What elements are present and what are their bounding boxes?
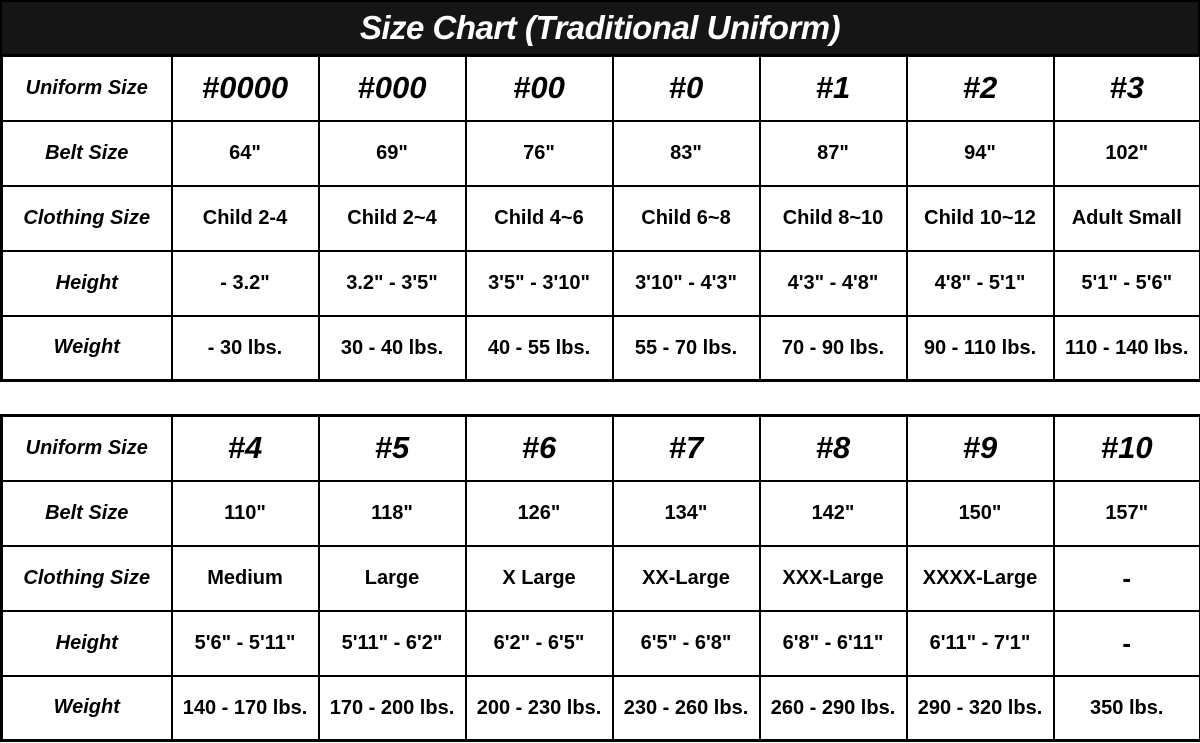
uniform-size-cell: #0 [613,56,760,121]
weight-cell: 90 - 110 lbs. [907,316,1054,381]
clothing-size-cell: Child 2~4 [319,186,466,251]
uniform-size-row [2,416,1200,481]
clothing-size-row [2,546,1200,611]
height-cell: 6'5" - 6'8" [613,611,760,676]
height-cell: 5'1" - 5'6" [1054,251,1200,316]
uniform-size-cell: #4 [172,416,319,481]
belt-size-cell: 64" [172,121,319,186]
clothing-size-cell: XXX-Large [760,546,907,611]
uniform-size-cell: #000 [319,56,466,121]
clothing-size-cell: Child 8~10 [760,186,907,251]
belt-size-cell: 102" [1054,121,1200,186]
height-cell: 6'11" - 7'1" [907,611,1054,676]
weight-cell: 170 - 200 lbs. [319,676,466,741]
height-cell: 6'8" - 6'11" [760,611,907,676]
uniform-size-cell: #00 [466,56,613,121]
belt-size-row [2,121,1200,186]
weight-cell: 110 - 140 lbs. [1054,316,1200,381]
height-cell: 5'6" - 5'11" [172,611,319,676]
belt-size-cell: 94" [907,121,1054,186]
weight-cell: 290 - 320 lbs. [907,676,1054,741]
belt-size-row [2,481,1200,546]
weight-cell: 140 - 170 lbs. [172,676,319,741]
row-label-clothing-size: Clothing Size [2,186,172,251]
belt-size-cell: 150" [907,481,1054,546]
row-label-belt-size: Belt Size [2,481,172,546]
clothing-size-cell: XX-Large [613,546,760,611]
clothing-size-cell: XXXX-Large [907,546,1054,611]
uniform-size-cell: #0000 [172,56,319,121]
size-table-large [0,414,1200,742]
clothing-size-cell: Medium [172,546,319,611]
belt-size-cell: 110" [172,481,319,546]
uniform-size-cell: #5 [319,416,466,481]
chart-title: Size Chart (Traditional Uniform) [0,0,1200,56]
weight-cell: 350 lbs. [1054,676,1200,741]
weight-cell: 230 - 260 lbs. [613,676,760,741]
uniform-size-cell: #7 [613,416,760,481]
size-table-small [0,54,1200,382]
uniform-size-cell: #10 [1054,416,1200,481]
clothing-size-cell: Child 6~8 [613,186,760,251]
clothing-size-row [2,186,1200,251]
weight-cell: 55 - 70 lbs. [613,316,760,381]
uniform-size-cell: #3 [1054,56,1200,121]
clothing-size-cell: Large [319,546,466,611]
weight-row [2,316,1200,381]
belt-size-cell: 69" [319,121,466,186]
weight-cell: 260 - 290 lbs. [760,676,907,741]
belt-size-cell: 76" [466,121,613,186]
uniform-size-cell: #6 [466,416,613,481]
uniform-size-row [2,56,1200,121]
height-cell: - 3.2" [172,251,319,316]
weight-cell: 40 - 55 lbs. [466,316,613,381]
clothing-size-cell: X Large [466,546,613,611]
belt-size-cell: 134" [613,481,760,546]
weight-cell: - 30 lbs. [172,316,319,381]
height-cell: 4'3" - 4'8" [760,251,907,316]
row-label-weight: Weight [2,316,172,381]
height-row [2,251,1200,316]
belt-size-cell: 142" [760,481,907,546]
clothing-size-cell: - [1054,546,1200,611]
row-label-height: Height [2,251,172,316]
row-label-clothing-size: Clothing Size [2,546,172,611]
weight-cell: 30 - 40 lbs. [319,316,466,381]
height-cell: 5'11" - 6'2" [319,611,466,676]
row-label-uniform-size: Uniform Size [2,56,172,121]
height-cell: 3.2" - 3'5" [319,251,466,316]
belt-size-cell: 87" [760,121,907,186]
clothing-size-cell: Child 4~6 [466,186,613,251]
uniform-size-cell: #2 [907,56,1054,121]
belt-size-cell: 118" [319,481,466,546]
uniform-size-cell: #1 [760,56,907,121]
belt-size-cell: 126" [466,481,613,546]
clothing-size-cell: Adult Small [1054,186,1200,251]
height-cell: 6'2" - 6'5" [466,611,613,676]
belt-size-cell: 83" [613,121,760,186]
row-label-uniform-size: Uniform Size [2,416,172,481]
row-label-belt-size: Belt Size [2,121,172,186]
weight-cell: 70 - 90 lbs. [760,316,907,381]
clothing-size-cell: Child 2-4 [172,186,319,251]
row-label-height: Height [2,611,172,676]
clothing-size-cell: Child 10~12 [907,186,1054,251]
weight-cell: 200 - 230 lbs. [466,676,613,741]
height-row [2,611,1200,676]
height-cell: - [1054,611,1200,676]
weight-row [2,676,1200,741]
height-cell: 3'5" - 3'10" [466,251,613,316]
height-cell: 4'8" - 5'1" [907,251,1054,316]
uniform-size-cell: #9 [907,416,1054,481]
row-label-weight: Weight [2,676,172,741]
uniform-size-cell: #8 [760,416,907,481]
belt-size-cell: 157" [1054,481,1200,546]
height-cell: 3'10" - 4'3" [613,251,760,316]
